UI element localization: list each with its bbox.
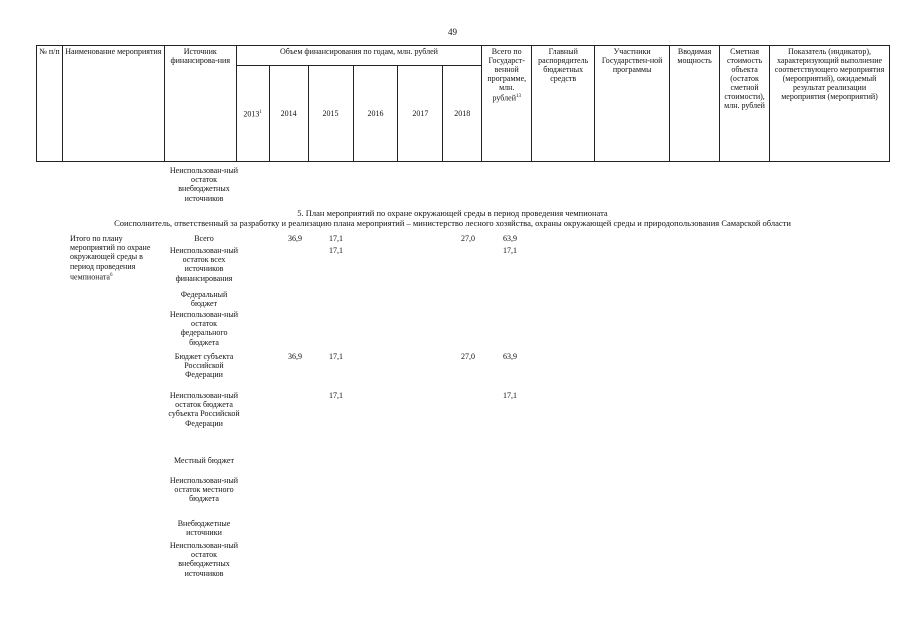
row-source: Федеральный бюджет [180,290,228,309]
header-year-2016: 2016 [353,66,398,162]
header-year-2017: 2017 [398,66,443,162]
row-source: Неиспользован-ный остаток федерального бюджета [169,310,239,347]
carryover-source: Неиспользован-ный остаток внебюджетных источников [169,166,239,203]
row-2018: 27,0 [461,352,475,361]
row-2018: 27,0 [461,234,475,243]
header-year-2015: 2015 [308,66,353,162]
header-capacity: Вводимая мощность [670,46,720,162]
row-2015: 17,1 [329,246,343,255]
header-estimate: Сметная стоимость объекта (остаток сметной стоимости), млн. рублей [720,46,770,162]
row-total: 63,9 [503,234,517,243]
header-indicator: Показатель (индикатор), характеризующий выполнение соответствующего мероприятия (мероприятий), ожидаемый результат реализации мероприятия (мероприятий) [770,46,890,162]
section-title: 5. План мероприятий по охране окружающей среды в период проведения чемпионата [297,208,608,218]
header-name: Наименование мероприятия [62,46,164,162]
header-year-2014: 2014 [269,66,308,162]
row-source: Неиспользован-ный остаток внебюджетных источников [169,541,239,578]
row-2015: 17,1 [329,391,343,400]
itogo-label: Итого по плану мероприятий по охране окружающей среды в период проведения чемпионата$^6$ [70,234,151,282]
header-volume: Объем финансирования по годам, млн. рублей [236,46,482,66]
row-2015: 17,1 [329,234,343,243]
header-source: Источник финансирова-ния [164,46,236,162]
row-total: 63,9 [503,352,517,361]
row-source: Неиспользован-ный остаток всех источников финансирования [169,246,239,283]
row-source: Внебюджетные источники [177,519,231,538]
page-number: 49 [448,27,457,37]
header-year-2013: 2013$^1$ [236,66,269,162]
row-source: Неиспользован-ный остаток местного бюджета [169,476,239,504]
header-manager: Главный распорядитель бюджетных средств [532,46,595,162]
row-source: Неиспользован-ный остаток бюджета субъекта Российской Федерации [168,391,240,428]
header-total: Всего по Государст-венной программе, млн. рублей$^{13}$ [482,46,532,162]
row-2014: 36,9 [288,352,302,361]
row-total: 17,1 [503,391,517,400]
row-2015: 17,1 [329,352,343,361]
row-source: Бюджет субъекта Российской Федерации [174,352,234,380]
table-header [36,45,890,162]
header-participants: Участники Государствен-ной программы [595,46,670,162]
row-source: Местный бюджет [174,456,234,465]
header-year-2018: 2018 [443,66,482,162]
header-no: № п/п [37,46,63,162]
coexecutor-line: Соисполнитель, ответственный за разработку и реализацию плана мероприятий – министерство лесного хозяйства, охраны окружающей среды и природопользования Самарской области [114,218,791,228]
row-2014: 36,9 [288,234,302,243]
row-total: 17,1 [503,246,517,255]
row-source: Всего [194,234,214,243]
